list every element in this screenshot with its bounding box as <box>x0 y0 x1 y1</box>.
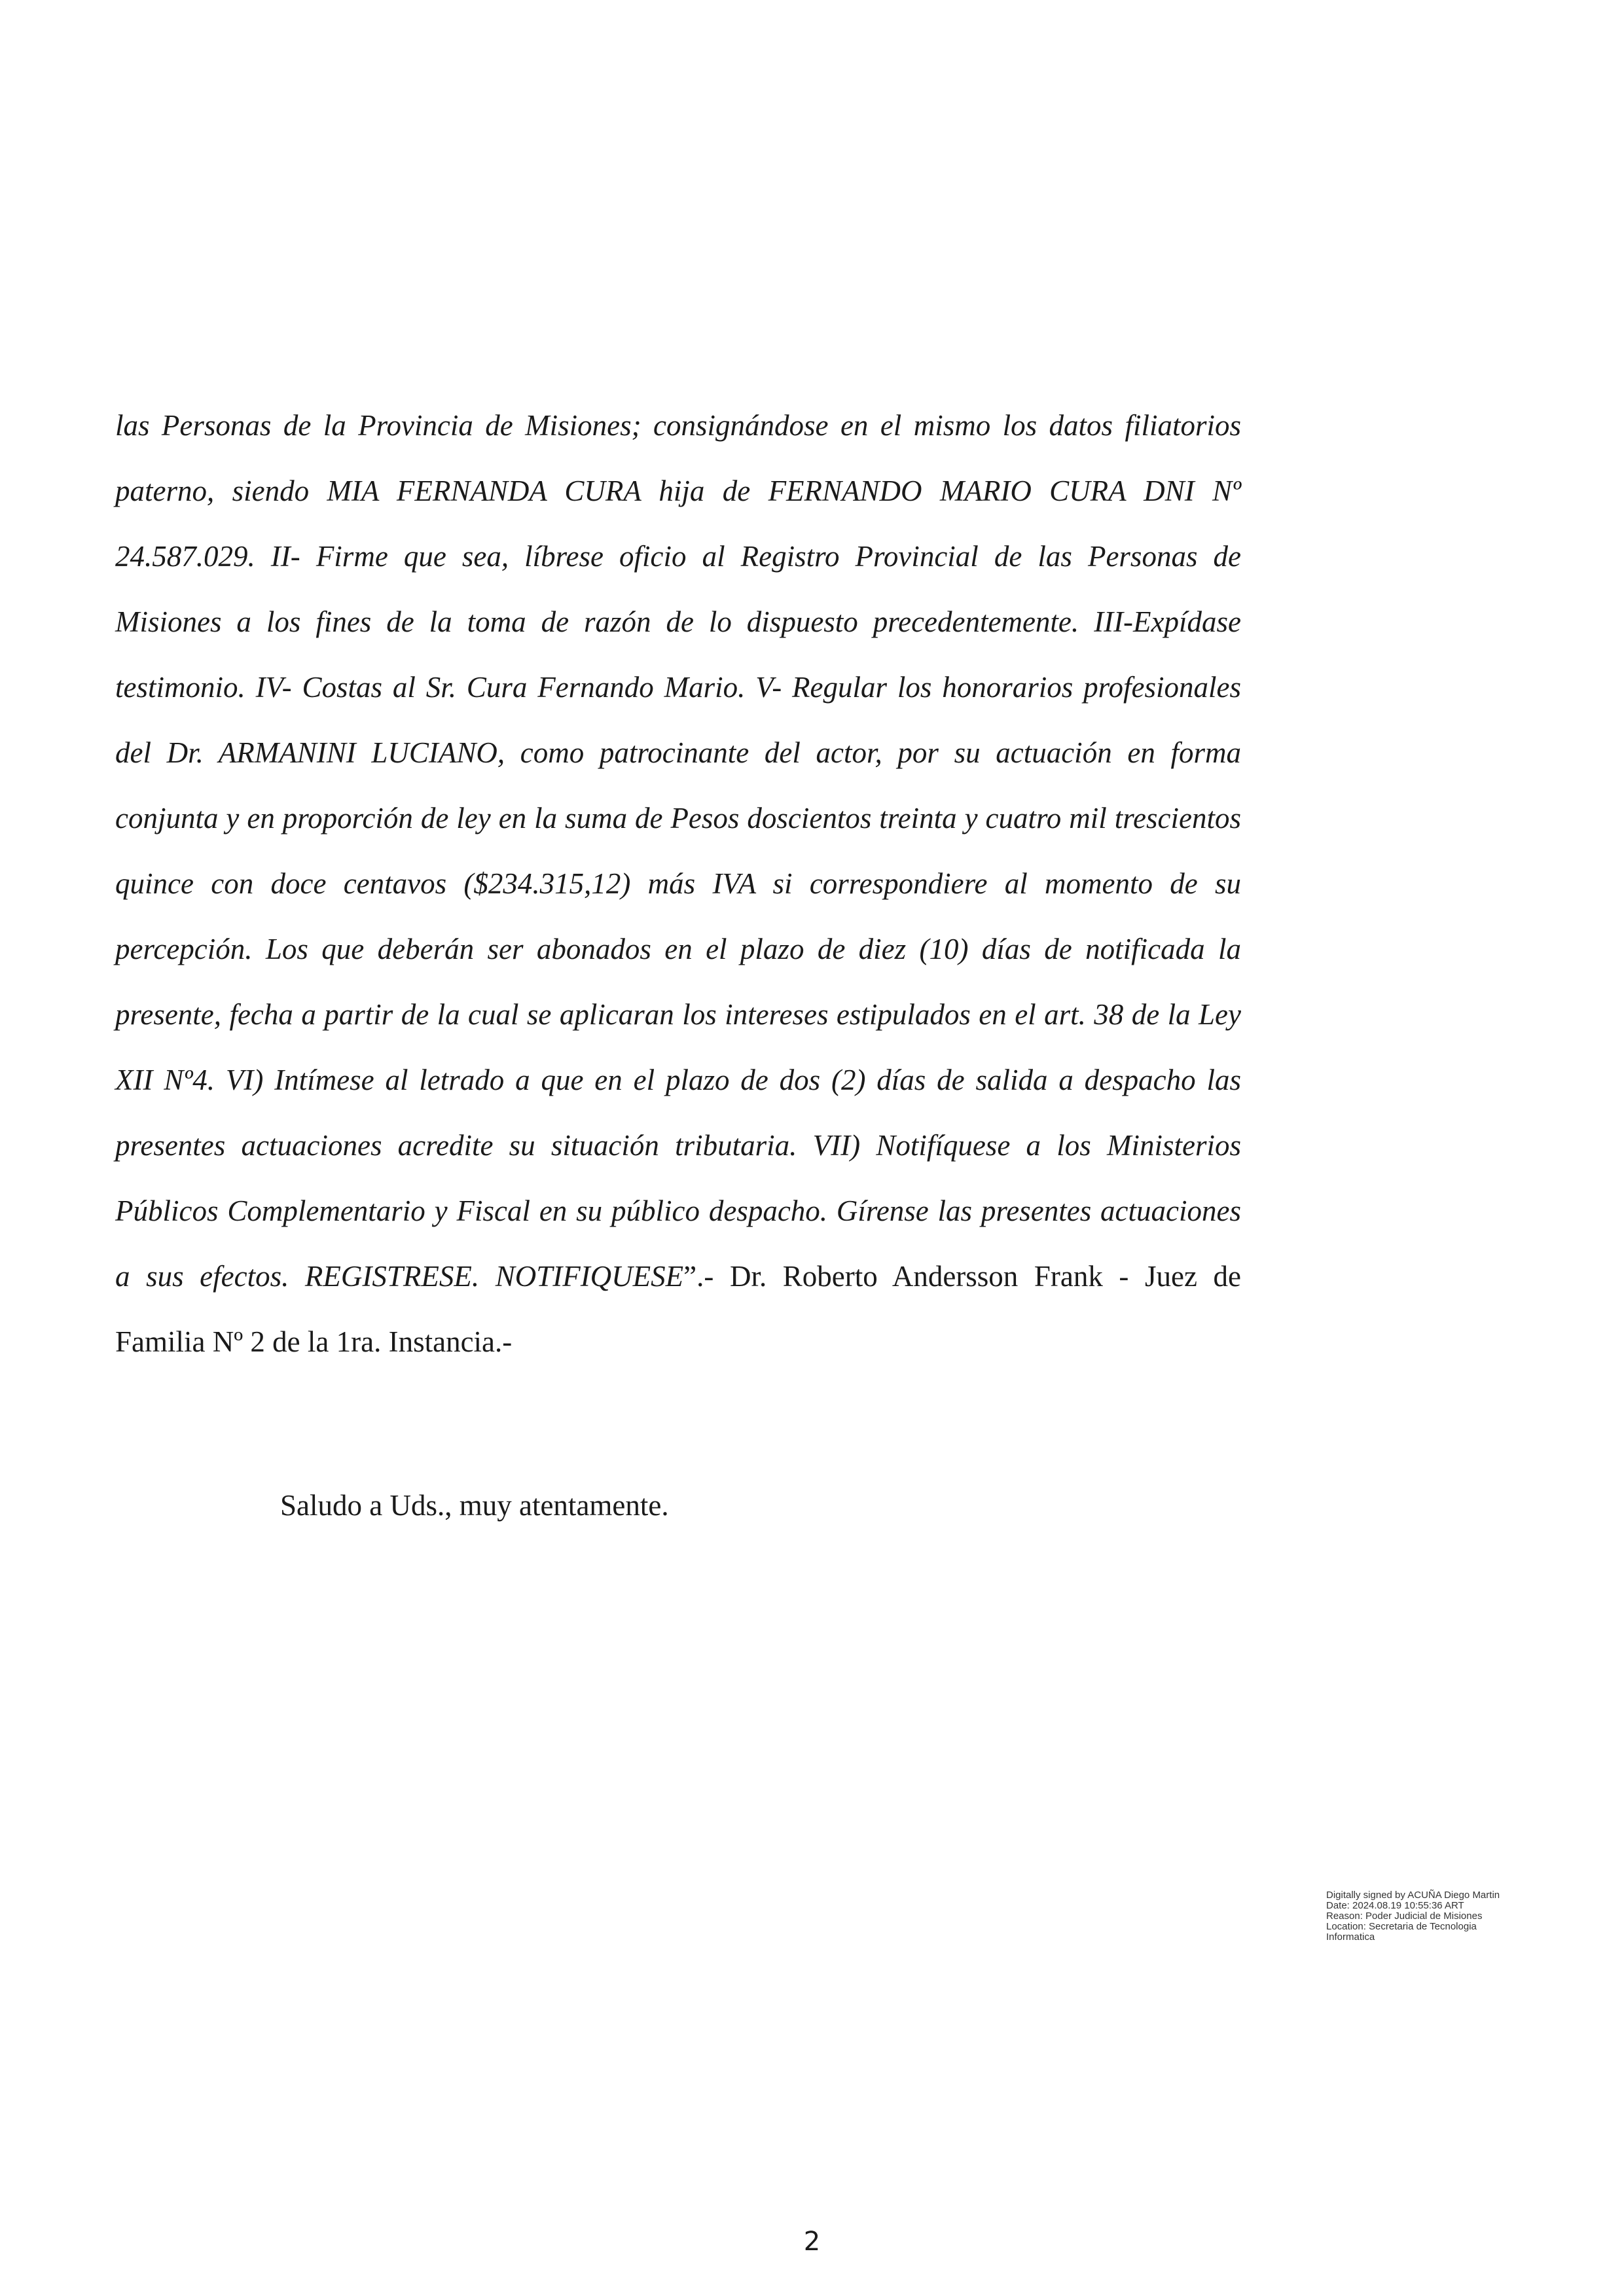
closing-salutation: Saludo a Uds., muy atentamente. <box>280 1489 669 1522</box>
signature-signer: Digitally signed by ACUÑA Diego Martin <box>1326 1890 1500 1901</box>
signature-location-cont: Informatica <box>1326 1931 1375 1943</box>
signature-reason: Reason: Poder Judicial de Misiones <box>1326 1910 1483 1922</box>
signature-date: Date: 2024.08.19 10:55:36 ART <box>1326 1900 1464 1911</box>
judge-signature-text: ”.- Dr. Roberto Andersson Frank - Juez de Familia Nº 2 de la 1ra. Instancia.- <box>115 1260 1241 1358</box>
resolution-text: las Personas de la Provincia de Misiones; consignándose en el mismo los datos filiatorios paterno, siendo MIA FERNANDA CURA hija de FERNANDO MARIO CURA DNI Nº 24.587.029. II- Firme que sea, líbrese oficio al Registro Provincial de las Personas de Misiones a los fines de la toma de razón de lo dispuesto precedentemente. III-Expídase testimonio. IV- Costas al Sr. Cura Fernando Mario. V- Regular los honorarios profesionales del Dr. ARMANINI LUCIANO, como patrocinante del actor, por su actuación en forma conjunta y en proporción de ley en la suma de Pesos doscientos treinta y cuatro mil trescientos quince con doce centavos ($234.315,12) más IVA si correspondiere al momento de su percepción. Los que deberán ser abonados en el plazo de diez (10) días de notificada la presente, fecha a partir de la cual se aplicaran los intereses estipulados en el art. 38 de la Ley XII Nº4. VI) Intímese al letrado a que en el plazo de dos (2) días de salida a despacho las presentes actuaciones acredite su situación tributaria. VII) Notifíquese a los Ministerios Públicos Complementario y Fiscal en su público despacho. Gírense las presentes actuaciones a sus efectos. REGISTRESE. NOTIFIQUESE <box>115 409 1241 1293</box>
signature-location: Location: Secretaria de Tecnologia <box>1326 1921 1477 1932</box>
body-paragraph <box>115 393 1241 1374</box>
page-number: 2 <box>803 2227 821 2257</box>
digital-signature-block <box>1326 1890 1575 1943</box>
